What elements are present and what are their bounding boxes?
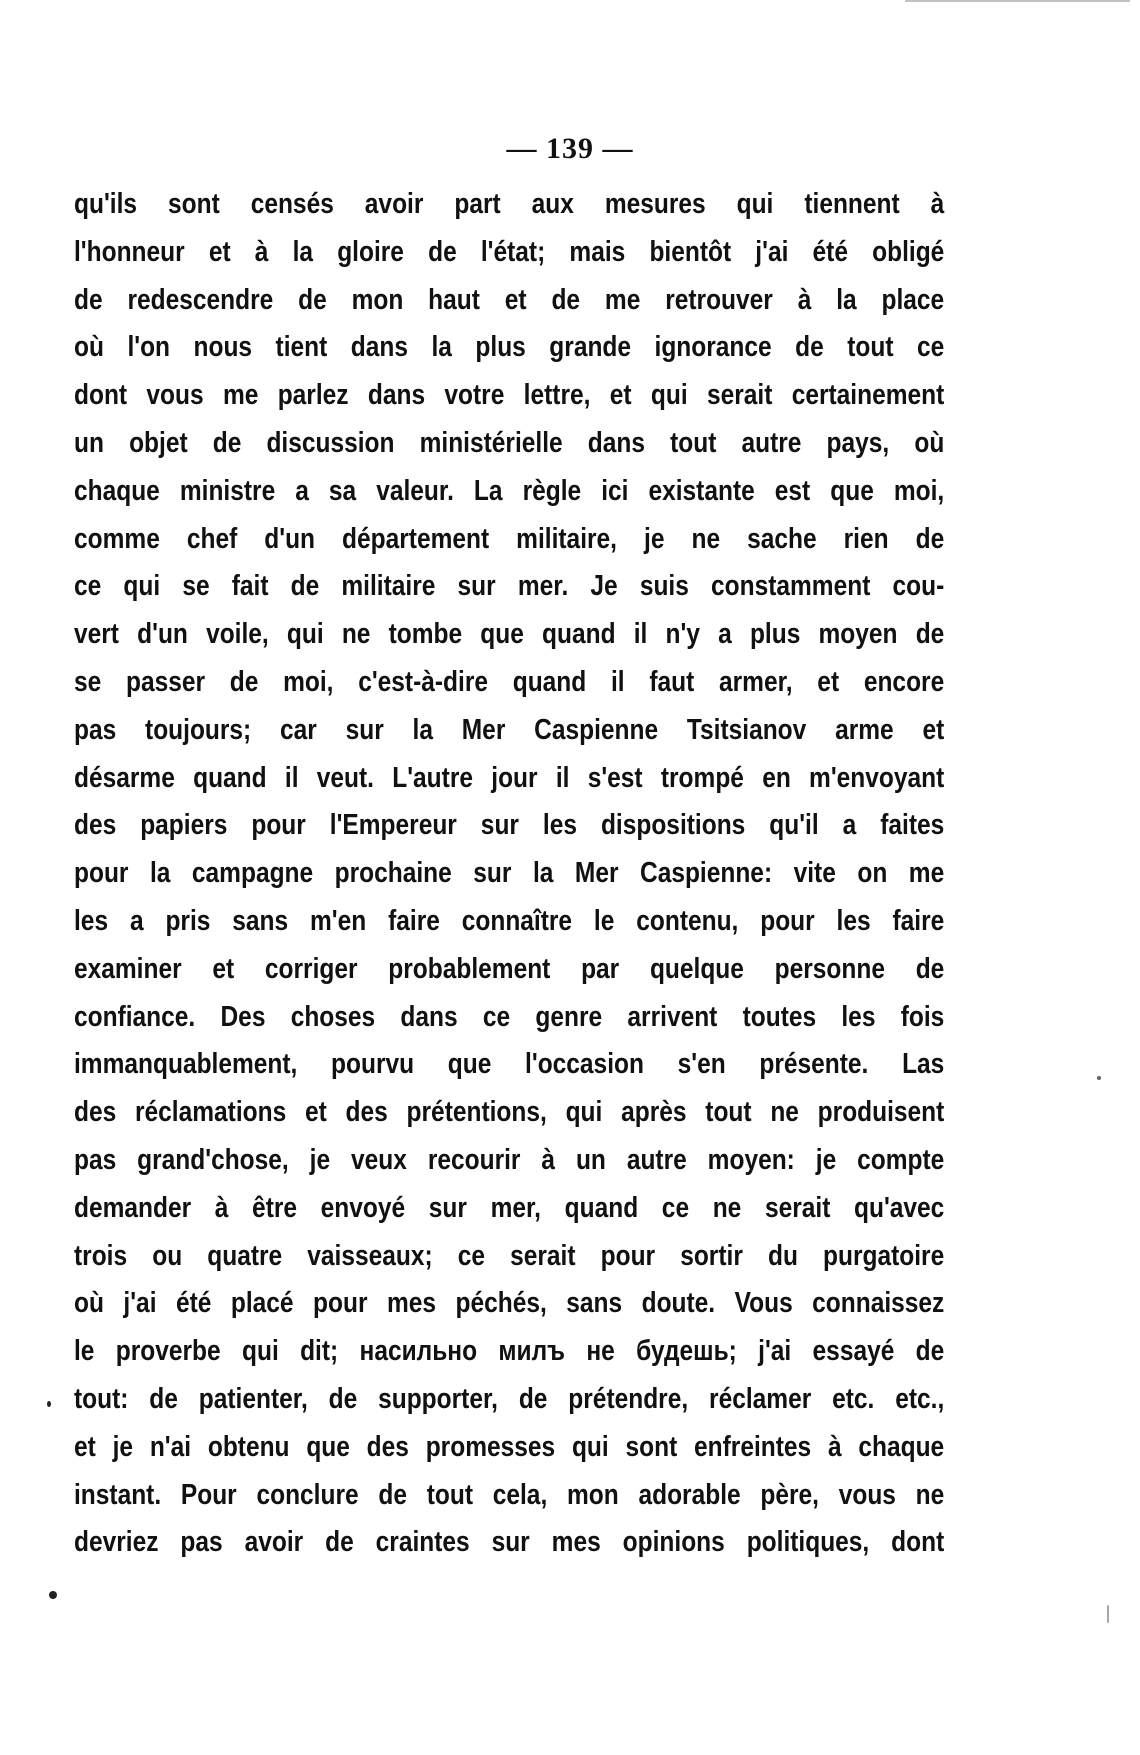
body-text — [74, 181, 944, 1567]
text-line: ce qui se fait de militaire sur mer. Je suis constamment cou- — [74, 570, 945, 603]
text-line: examiner et corriger probablement par quelque personne de — [74, 952, 945, 985]
text-line: confiance. Des choses dans ce genre arrivent toutes les fois — [74, 1000, 945, 1033]
text-line: trois ou quatre vaisseaux; ce serait pour sortir du purgatoire — [74, 1239, 945, 1272]
page-number: — 139 — — [506, 132, 634, 165]
text-line: l'honneur et à la gloire de l'état; mais bientôt j'ai été obligé — [74, 235, 945, 268]
text-line: des papiers pour l'Empereur sur les dispositions qu'il a faites — [74, 809, 945, 842]
text-line: chaque ministre a sa valeur. La règle ici existante est que moi, — [74, 474, 945, 507]
text-line: se passer de moi, c'est-à-dire quand il faut armer, et encore — [74, 665, 945, 698]
text-line: immanquablement, pourvu que l'occasion s'en présente. Las — [74, 1048, 945, 1081]
text-line: demander à être envoyé sur mer, quand ce ne serait qu'avec — [74, 1191, 945, 1224]
text-line: où j'ai été placé pour mes péchés, sans doute. Vous connaissez — [74, 1287, 945, 1320]
top-edge-rule — [905, 0, 1130, 2]
text-line: pour la campagne prochaine sur la Mer Caspienne: vite on me — [74, 857, 945, 890]
text-line: tout: de patienter, de supporter, de prétendre, réclamer etc. etc., — [74, 1382, 945, 1415]
text-line: un objet de discussion ministérielle dans tout autre pays, où — [74, 426, 945, 459]
text-line: qu'ils sont censés avoir part aux mesures qui tiennent à — [74, 188, 945, 220]
text-line: le proverbe qui dit; насильно милъ не будешь; j'ai essayé de — [74, 1335, 945, 1368]
margin-speck — [49, 1591, 57, 1599]
text-line: devriez pas avoir de craintes sur mes opinions politiques, dont — [74, 1526, 945, 1559]
margin-speck — [1097, 1076, 1101, 1080]
text-line: comme chef d'un département militaire, je ne sache rien de — [74, 522, 945, 555]
margin-speck — [47, 1401, 51, 1407]
text-line: et je n'ai obtenu que des promesses qui sont enfreintes à chaque — [74, 1430, 945, 1463]
text-line: de redescendre de mon haut et de me retrouver à la place — [74, 283, 945, 316]
text-line: où l'on nous tient dans la plus grande ignorance de tout ce — [74, 331, 945, 364]
text-line: les a pris sans m'en faire connaître le contenu, pour les faire — [74, 904, 945, 937]
text-line: désarme quand il veut. L'autre jour il s'est trompé en m'envoyant — [74, 761, 945, 794]
text-line: dont vous me parlez dans votre lettre, et qui serait certainement — [74, 379, 945, 412]
text-line: pas grand'chose, je veux recourir à un autre moyen: je compte — [74, 1143, 945, 1176]
text-line: instant. Pour conclure de tout cela, mon adorable père, vous ne — [74, 1478, 945, 1511]
text-line: pas toujours; car sur la Mer Caspienne Tsitsianov arme et — [74, 713, 945, 746]
text-line: des réclamations et des prétentions, qui après tout ne produisent — [74, 1096, 945, 1129]
text-line: vert d'un voile, qui ne tombe que quand il n'y a plus moyen de — [74, 618, 945, 651]
margin-speck — [1107, 1605, 1109, 1623]
